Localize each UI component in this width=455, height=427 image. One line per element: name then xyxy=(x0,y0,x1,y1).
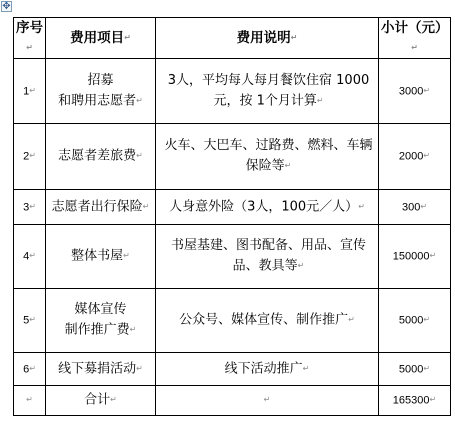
table-row xyxy=(14,190,451,225)
cell-description[interactable] xyxy=(156,386,379,416)
cell-index[interactable]: 5↵ xyxy=(14,289,46,353)
table-row xyxy=(14,59,451,124)
cell-end-mark: ↵ xyxy=(29,151,36,161)
cell-end-mark: ↵ xyxy=(290,33,298,42)
header-item[interactable]: 费用项目↵ xyxy=(46,18,156,59)
total-label-cell[interactable]: 合计↵ xyxy=(46,386,156,416)
cell-description[interactable]: 公众号、媒体宣传、制作推广↵ xyxy=(156,289,379,353)
cell-end-mark: ↵ xyxy=(110,395,117,405)
header-description[interactable]: 费用说明↵ xyxy=(156,18,379,59)
item-line: 招募 xyxy=(87,72,114,88)
cell-end-mark: ↵ xyxy=(423,151,431,161)
cell-end-mark: ↵ xyxy=(423,363,431,373)
cell-end-mark: ↵ xyxy=(284,161,292,171)
cell-index[interactable]: 1↵ xyxy=(14,59,46,124)
table-header-row xyxy=(14,18,451,59)
item-line: 媒体宣传 xyxy=(74,302,127,318)
cell-description[interactable]: 3人，平均每人每月餐饮住宿 1000元，按 1个月计算↵ xyxy=(156,59,379,124)
cell-end-mark: ↵ xyxy=(136,363,143,373)
cell-end-mark: ↵ xyxy=(124,33,131,42)
cell-index[interactable]: 6↵ xyxy=(14,353,46,386)
cell-item[interactable]: 志愿者出行保险↵ xyxy=(46,190,156,225)
item-line: 和聘用志愿者 xyxy=(58,93,137,109)
cell-end-mark: ↵ xyxy=(29,201,36,211)
total-subtotal-cell[interactable]: 165300↵ xyxy=(379,386,451,416)
cell-item[interactable] xyxy=(46,289,156,353)
cell-end-mark: ↵ xyxy=(26,395,33,405)
cell-end-mark: ↵ xyxy=(29,363,36,373)
cell-end-mark: ↵ xyxy=(136,151,143,161)
header-index[interactable]: 序号↵ xyxy=(14,18,46,59)
cell-end-mark: ↵ xyxy=(429,251,437,261)
cell-subtotal[interactable]: 2000↵ xyxy=(379,124,451,190)
cell-end-mark: ↵ xyxy=(29,251,36,261)
item-line: 制作推广费 xyxy=(64,322,130,338)
table-move-handle-icon[interactable]: ✥ xyxy=(2,0,11,12)
cell-end-mark: ↵ xyxy=(358,201,365,211)
table-row xyxy=(14,124,451,190)
cell-end-mark: ↵ xyxy=(297,261,305,271)
cell-end-mark: ↵ xyxy=(423,85,431,95)
cell-end-mark: ↵ xyxy=(26,43,33,52)
cell-end-mark: ↵ xyxy=(142,201,150,211)
cell-subtotal[interactable]: 150000↵ xyxy=(379,225,451,289)
cell-end-mark: ↵ xyxy=(316,95,324,105)
cell-subtotal[interactable]: 5000↵ xyxy=(379,353,451,386)
cell-end-mark: ↵ xyxy=(423,315,431,325)
table-row xyxy=(14,225,451,289)
cell-end-mark: ↵ xyxy=(129,325,137,335)
cell-subtotal[interactable]: 3000↵ xyxy=(379,59,451,124)
total-row xyxy=(14,386,451,416)
cell-end-mark: ↵ xyxy=(136,95,143,105)
cell-index[interactable] xyxy=(14,386,46,416)
header-subtotal[interactable]: 小计（元）↵ xyxy=(379,18,451,59)
cell-subtotal[interactable]: 300↵ xyxy=(379,190,451,225)
cell-end-mark: ↵ xyxy=(29,85,36,95)
cell-description[interactable]: 线下活动推广↵ xyxy=(156,353,379,386)
cell-end-mark: ↵ xyxy=(429,395,437,405)
cell-description[interactable]: 人身意外险（3人，100元／人）↵ xyxy=(156,190,379,225)
cell-subtotal[interactable]: 5000↵ xyxy=(379,289,451,353)
cell-item[interactable] xyxy=(46,59,156,124)
cell-end-mark: ↵ xyxy=(411,43,418,52)
cell-item[interactable]: 志愿者差旅费↵ xyxy=(46,124,156,190)
cell-end-mark: ↵ xyxy=(263,395,271,405)
cell-end-mark: ↵ xyxy=(420,201,428,211)
cell-index[interactable]: 3↵ xyxy=(14,190,46,225)
expense-table xyxy=(13,17,451,416)
cell-end-mark: ↵ xyxy=(302,363,310,373)
cell-description[interactable]: 火车、大巴车、过路费、燃料、车辆保险等↵ xyxy=(156,124,379,190)
cell-description[interactable]: 书屋基建、图书配备、用品、宣传品、教具等↵ xyxy=(156,225,379,289)
cell-item[interactable]: 线下募捐活动↵ xyxy=(46,353,156,386)
cell-index[interactable]: 4↵ xyxy=(14,225,46,289)
table-row xyxy=(14,353,451,386)
cell-end-mark: ↵ xyxy=(29,315,36,325)
cell-index[interactable]: 2↵ xyxy=(14,124,46,190)
cell-item[interactable]: 整体书屋↵ xyxy=(46,225,156,289)
cell-end-mark: ↵ xyxy=(348,315,355,325)
table-row xyxy=(14,289,451,353)
cell-end-mark: ↵ xyxy=(123,251,130,261)
